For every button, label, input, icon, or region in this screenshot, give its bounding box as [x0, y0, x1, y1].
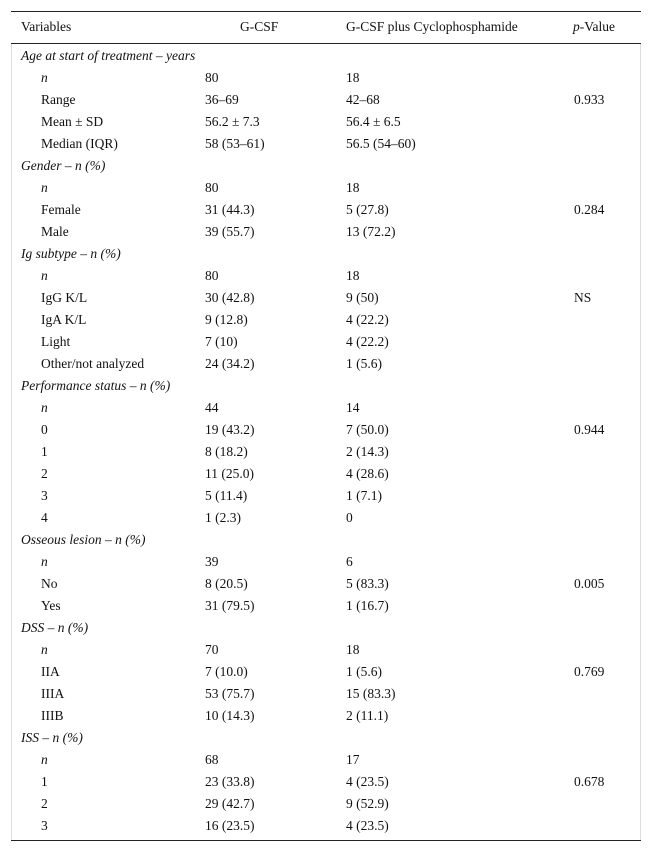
- section-title: Gender – n (%): [21, 158, 106, 173]
- table-row: [11, 573, 641, 595]
- gcsf-cyclophosphamide-value: 4 (23.5): [346, 774, 389, 789]
- gcsf-cyclophosphamide-value: 2 (14.3): [346, 444, 389, 459]
- gcsf-value: 8 (18.2): [205, 444, 248, 459]
- row-label: 4: [41, 510, 48, 525]
- gcsf-value: 1 (2.3): [205, 510, 241, 525]
- header-p-value: [573, 19, 615, 35]
- gcsf-value: 70: [205, 642, 219, 657]
- row-label: Light: [41, 334, 71, 349]
- section-title: Age at start of treatment – years: [21, 48, 196, 63]
- gcsf-value: 44: [205, 400, 219, 415]
- gcsf-value: 19 (43.2): [205, 422, 255, 437]
- gcsf-value: 7 (10.0): [205, 664, 248, 679]
- gcsf-value: 39: [205, 554, 219, 569]
- demographics-table: [11, 11, 641, 841]
- gcsf-value: 24 (34.2): [205, 356, 255, 371]
- row-label: Mean ± SD: [41, 114, 104, 129]
- gcsf-cyclophosphamide-value: 4 (22.2): [346, 334, 389, 349]
- gcsf-cyclophosphamide-value: 2 (11.1): [346, 708, 389, 723]
- row-label: Median (IQR): [41, 136, 118, 151]
- row-label: n: [41, 180, 48, 195]
- gcsf-cyclophosphamide-value: 9 (50): [346, 290, 379, 305]
- gcsf-cyclophosphamide-value: 4 (22.2): [346, 312, 389, 327]
- row-label: 2: [41, 466, 48, 481]
- section-title: Osseous lesion – n (%): [21, 532, 146, 547]
- row-label: Female: [41, 202, 81, 217]
- section-title: DSS – n (%): [21, 620, 89, 635]
- row-label: 1: [41, 444, 48, 459]
- gcsf-cyclophosphamide-value: 17: [346, 752, 360, 767]
- section-title: ISS – n (%): [21, 730, 83, 745]
- table-row: [11, 199, 641, 221]
- gcsf-cyclophosphamide-value: 13 (72.2): [346, 224, 396, 239]
- section-title: Ig subtype – n (%): [21, 246, 121, 261]
- header-gcsf-cyclophosphamide: G-CSF plus Cyclophosphamide: [346, 19, 518, 34]
- section-header-row: [11, 727, 641, 749]
- table-row: [11, 287, 641, 309]
- gcsf-value: 80: [205, 268, 219, 283]
- section-header-row: [11, 45, 641, 67]
- header-gcsf: G-CSF: [240, 19, 279, 34]
- section-header-row: [11, 375, 641, 397]
- row-label: No: [41, 576, 58, 591]
- p-value: 0.769: [574, 664, 605, 679]
- table-row: [11, 331, 641, 353]
- gcsf-cyclophosphamide-value: 18: [346, 70, 360, 85]
- gcsf-value: 8 (20.5): [205, 576, 248, 591]
- table-row: [11, 595, 641, 617]
- table-bottom-rule: [11, 840, 641, 841]
- gcsf-cyclophosphamide-value: 9 (52.9): [346, 796, 389, 811]
- row-label: n: [41, 642, 48, 657]
- row-label: n: [41, 752, 48, 767]
- section-title: Performance status – n (%): [21, 378, 171, 393]
- gcsf-value: 31 (44.3): [205, 202, 255, 217]
- row-label: Other/not analyzed: [41, 356, 145, 371]
- gcsf-value: 31 (79.5): [205, 598, 255, 613]
- gcsf-value: 9 (12.8): [205, 312, 248, 327]
- gcsf-cyclophosphamide-value: 4 (23.5): [346, 818, 389, 833]
- gcsf-value: 5 (11.4): [205, 488, 248, 503]
- gcsf-cyclophosphamide-value: 5 (27.8): [346, 202, 389, 217]
- row-label: IgG K/L: [41, 290, 88, 305]
- gcsf-value: 16 (23.5): [205, 818, 255, 833]
- p-value: 0.944: [574, 422, 605, 437]
- p-value: 0.933: [574, 92, 605, 107]
- gcsf-cyclophosphamide-value: 0: [346, 510, 353, 525]
- row-label: IgA K/L: [41, 312, 87, 327]
- gcsf-value: 80: [205, 70, 219, 85]
- row-label: n: [41, 268, 48, 283]
- row-label: 3: [41, 488, 48, 503]
- gcsf-cyclophosphamide-value: 15 (83.3): [346, 686, 396, 701]
- row-label: IIA: [41, 664, 60, 679]
- row-label: n: [41, 400, 48, 415]
- p-value: 0.005: [574, 576, 605, 591]
- header-p-rest: -Value: [579, 19, 615, 34]
- table-row: [11, 67, 641, 89]
- row-label: Male: [41, 224, 69, 239]
- row-label: Range: [41, 92, 76, 107]
- p-value: 0.284: [574, 202, 605, 217]
- table-row: [11, 815, 641, 837]
- gcsf-cyclophosphamide-value: 56.5 (54–60): [346, 136, 416, 151]
- table-row: [11, 485, 641, 507]
- gcsf-cyclophosphamide-value: 42–68: [346, 92, 380, 107]
- section-header-row: [11, 155, 641, 177]
- gcsf-value: 36–69: [205, 92, 239, 107]
- gcsf-value: 11 (25.0): [205, 466, 254, 481]
- table-row: [11, 221, 641, 243]
- section-header-row: [11, 529, 641, 551]
- section-header-row: [11, 243, 641, 265]
- gcsf-value: 23 (33.8): [205, 774, 255, 789]
- row-label: 0: [41, 422, 48, 437]
- table-row: [11, 683, 641, 705]
- table-row: [11, 353, 641, 375]
- header-variables: Variables: [21, 19, 72, 34]
- gcsf-cyclophosphamide-value: 1 (7.1): [346, 488, 382, 503]
- table-body: [11, 44, 641, 840]
- row-label: 1: [41, 774, 48, 789]
- gcsf-value: 30 (42.8): [205, 290, 255, 305]
- gcsf-value: 10 (14.3): [205, 708, 255, 723]
- gcsf-cyclophosphamide-value: 6: [346, 554, 353, 569]
- table-row: [11, 111, 641, 133]
- gcsf-cyclophosphamide-value: 56.4 ± 6.5: [346, 114, 401, 129]
- table-row: [11, 551, 641, 573]
- gcsf-cyclophosphamide-value: 18: [346, 268, 360, 283]
- table-row: [11, 133, 641, 155]
- table-row: [11, 661, 641, 683]
- gcsf-cyclophosphamide-value: 4 (28.6): [346, 466, 389, 481]
- gcsf-cyclophosphamide-value: 5 (83.3): [346, 576, 389, 591]
- table-row: [11, 177, 641, 199]
- header-p-italic: p: [573, 19, 580, 34]
- table-row: [11, 441, 641, 463]
- gcsf-cyclophosphamide-value: 14: [346, 400, 360, 415]
- table-row: [11, 705, 641, 727]
- row-label: n: [41, 70, 48, 85]
- table-row: [11, 419, 641, 441]
- row-label: 2: [41, 796, 48, 811]
- table-row: [11, 749, 641, 771]
- row-label: 3: [41, 818, 48, 833]
- table-row: [11, 463, 641, 485]
- gcsf-value: 58 (53–61): [205, 136, 265, 151]
- table-header-row: [11, 12, 641, 43]
- gcsf-cyclophosphamide-value: 18: [346, 180, 360, 195]
- gcsf-cyclophosphamide-value: 7 (50.0): [346, 422, 389, 437]
- gcsf-cyclophosphamide-value: 18: [346, 642, 360, 657]
- row-label: Yes: [41, 598, 61, 613]
- gcsf-value: 53 (75.7): [205, 686, 255, 701]
- table-row: [11, 397, 641, 419]
- table-row: [11, 89, 641, 111]
- gcsf-value: 56.2 ± 7.3: [205, 114, 260, 129]
- row-label: IIIA: [41, 686, 65, 701]
- gcsf-cyclophosphamide-value: 1 (5.6): [346, 664, 382, 679]
- section-header-row: [11, 617, 641, 639]
- table-row: [11, 507, 641, 529]
- gcsf-value: 80: [205, 180, 219, 195]
- row-label: n: [41, 554, 48, 569]
- gcsf-value: 29 (42.7): [205, 796, 255, 811]
- row-label: IIIB: [41, 708, 64, 723]
- gcsf-cyclophosphamide-value: 1 (5.6): [346, 356, 382, 371]
- gcsf-value: 39 (55.7): [205, 224, 255, 239]
- gcsf-value: 68: [205, 752, 219, 767]
- gcsf-cyclophosphamide-value: 1 (16.7): [346, 598, 389, 613]
- p-value: NS: [574, 290, 592, 305]
- table-row: [11, 265, 641, 287]
- p-value: 0.678: [574, 774, 605, 789]
- table-row: [11, 771, 641, 793]
- gcsf-value: 7 (10): [205, 334, 238, 349]
- table-row: [11, 639, 641, 661]
- table-row: [11, 309, 641, 331]
- table-row: [11, 793, 641, 815]
